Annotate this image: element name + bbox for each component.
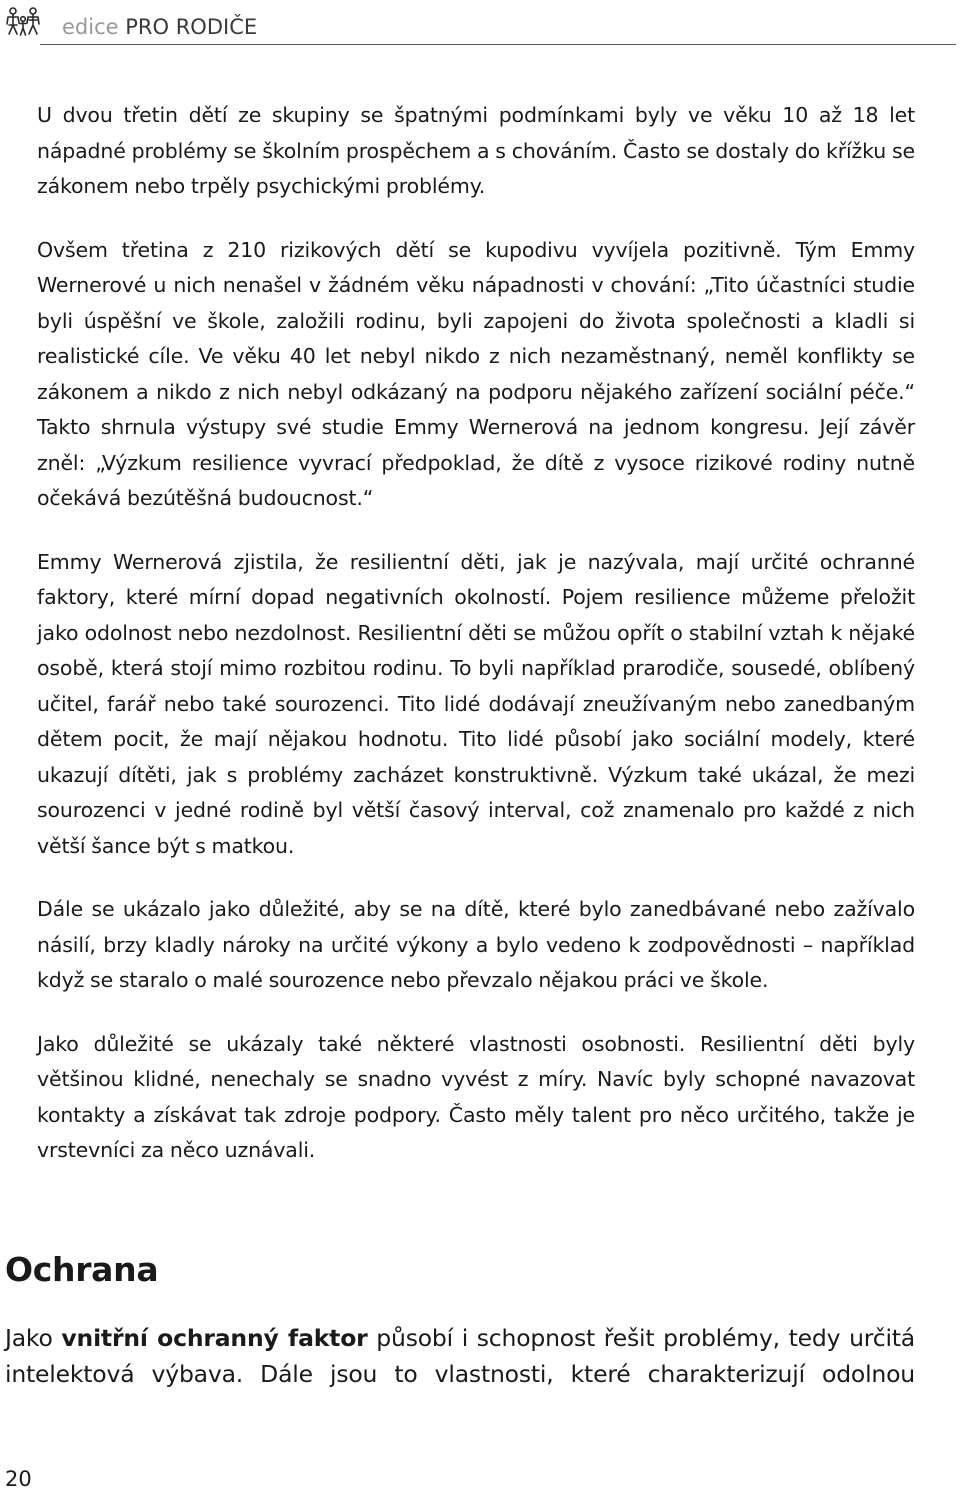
family-figures-icon — [6, 6, 40, 38]
page-number: 20 — [5, 1467, 32, 1491]
header-divider — [40, 44, 956, 45]
lead-text-start: Jako — [5, 1324, 62, 1352]
series-name: PRO RODIČE — [125, 15, 258, 39]
page-header — [0, 0, 960, 46]
lead-text-rest: působí i schopnost řešit problémy, tedy určitá intelektová výbava. Dále jsou to vlastnosti, které charakterizují odolnou — [5, 1324, 915, 1388]
series-edice-label: edice — [62, 15, 119, 39]
section-heading: Ochrana — [5, 1250, 159, 1289]
paragraph-2: Ovšem třetina z 210 rizikových dětí se kupodivu vyvíjela pozitivně. Tým Emmy Wernerové u nich nenašel v žádném věku nápadnosti v chování: „Tito účastníci studie byli úspěšní ve škole, založili rodinu, byli zapojeni do života společnosti a kladli si realistické cíle. Ve věku 40 let nebyl nikdo z nich nezaměstnaný, neměl konflikty se zákonem a nikdo z nich nebyl odkázaný na podporu nějakého zařízení sociální péče.“ Takto shrnula výstupy své studie Emmy Wernerová na jednom kongresu. Její závěr zněl: „Výzkum resilience vyvrací předpoklad, že dítě z vysoce rizikové rodiny nutně očekává bezútěšná budoucnost.“ — [37, 237, 915, 510]
paragraph-4: Dále se ukázalo jako důležité, aby se na dítě, které bylo zanedbávané nebo zažívalo násilí, brzy kladly nároky na určité výkony a bylo vedeno k zodpovědnosti – například když se staralo o malé sourozence nebo převzalo nějakou práci ve škole. — [37, 897, 915, 992]
series-title — [62, 13, 257, 41]
main-text — [37, 98, 915, 1197]
paragraph-5: Jako důležité se ukázaly také některé vlastnosti osobnosti. Resilientní děti byly většinou klidné, nenechaly se snadno vyvést z míry. Navíc byly schopné navazovat kontakty a získávat tak zdroje podpory. Často měly talent pro něco určitého, takže je vrstevníci za něco uznávali. — [37, 1031, 915, 1162]
paragraph-3: Emmy Wernerová zjistila, že resilientní děti, jak je nazývala, mají určité ochranné faktory, které mírní dopad negativních okolností. Pojem resilience můžeme přeložit jako odolnost nebo nezdolnost. Resilientní děti se můžou opřít o stabilní vztah k nějaké osobě, která stojí mimo rozbitou rodinu. To byli například prarodiče, sousedé, oblíbený učitel, farář nebo také sourozenci. Tito lidé dodávají zneužívaným nebo zanedbaným dětem pocit, že mají nějakou hodnotu. Tito lidé působí jako sociální modely, které ukazují dítěti, jak s problémy zacházet konstruktivně. Výzkum také ukázal, že mezi sourozenci v jedné rodině byl větší časový interval, což znamenalo pro každé z nich větší šance být s matkou. — [37, 549, 915, 858]
paragraph-1: U dvou třetin dětí ze skupiny se špatnými podmínkami byly ve věku 10 až 18 let nápadné problémy se školním prospěchem a s chováním. Často se dostaly do křížku se zákonem nebo trpěly psychickými problémy. — [37, 103, 915, 198]
lead-emphasis: vnitřní ochranný faktor — [61, 1324, 368, 1352]
section-lead-paragraph — [5, 1320, 915, 1392]
